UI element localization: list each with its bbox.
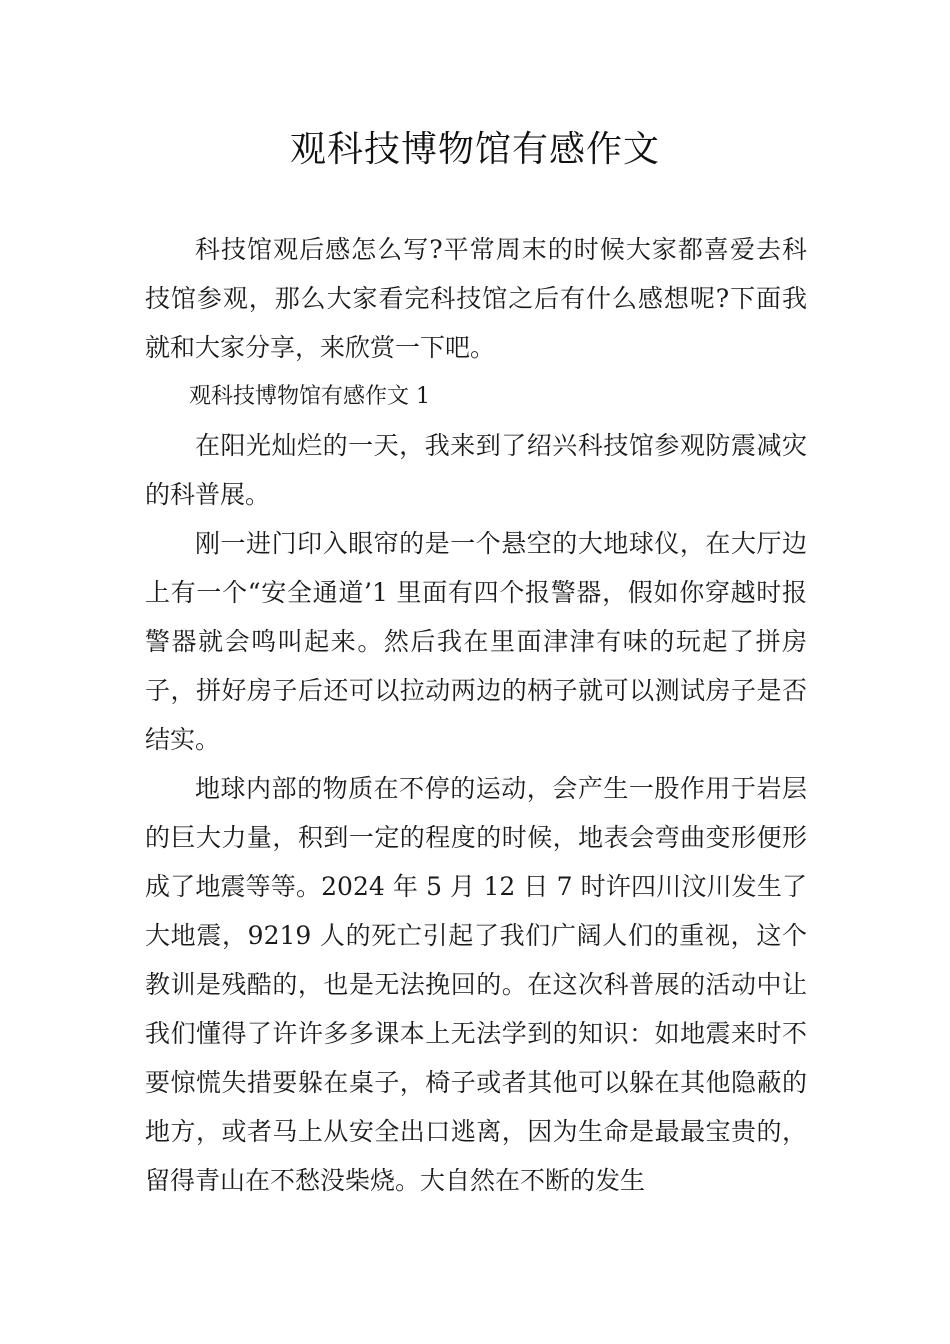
intro-paragraph: 科技馆观后感怎么写?平常周末的时候大家都喜爱去科技馆参观，那么大家看完科技馆之后有什么感想呢?下面我就和大家分享，来欣赏一下吧。 (145, 235, 807, 362)
body-paragraph: 地球内部的物质在不停的运动，会产生一股作用于岩层的巨大力量，积到一定的程度的时候，地表会弯曲变形便形成了地震等等。2024 年 5 月 12 日 7 时许四川汶川发生了大地震，9219 人的死亡引起了我们广阔人们的重视，这个教训是残酷的，也是无法挽回的。在这次科普展的活动中让我们懂得了许许多多课本上无法学到的知识：如地震来时不要惊慌失措要躲在桌子，椅子或者其他可以躲在其他隐蔽的地方，或者马上从安全出口逃离，因为生命是最最宝贵的，留得青山在不愁没柴烧。大自然在不断的发生 (145, 774, 807, 1195)
body-paragraph: 刚一进门印入眼帘的是一个悬空的大地球仪，在大厅边上有一个“安全通道’1 里面有四个报警器，假如你穿越时报警器就会鸣叫起来。然后我在里面津津有味的玩起了拼房子，拼好房子后还可以拉动两边的柄子就可以测试房子是否结实。 (145, 529, 807, 754)
document-title: 观科技博物馆有感作文 (289, 129, 660, 170)
document-body (145, 225, 807, 1205)
section-heading: 观科技博物馆有感作文 1 (189, 384, 430, 409)
body-paragraph: 在阳光灿烂的一天，我来到了绍兴科技馆参观防震减灾的科普展。 (145, 431, 807, 509)
